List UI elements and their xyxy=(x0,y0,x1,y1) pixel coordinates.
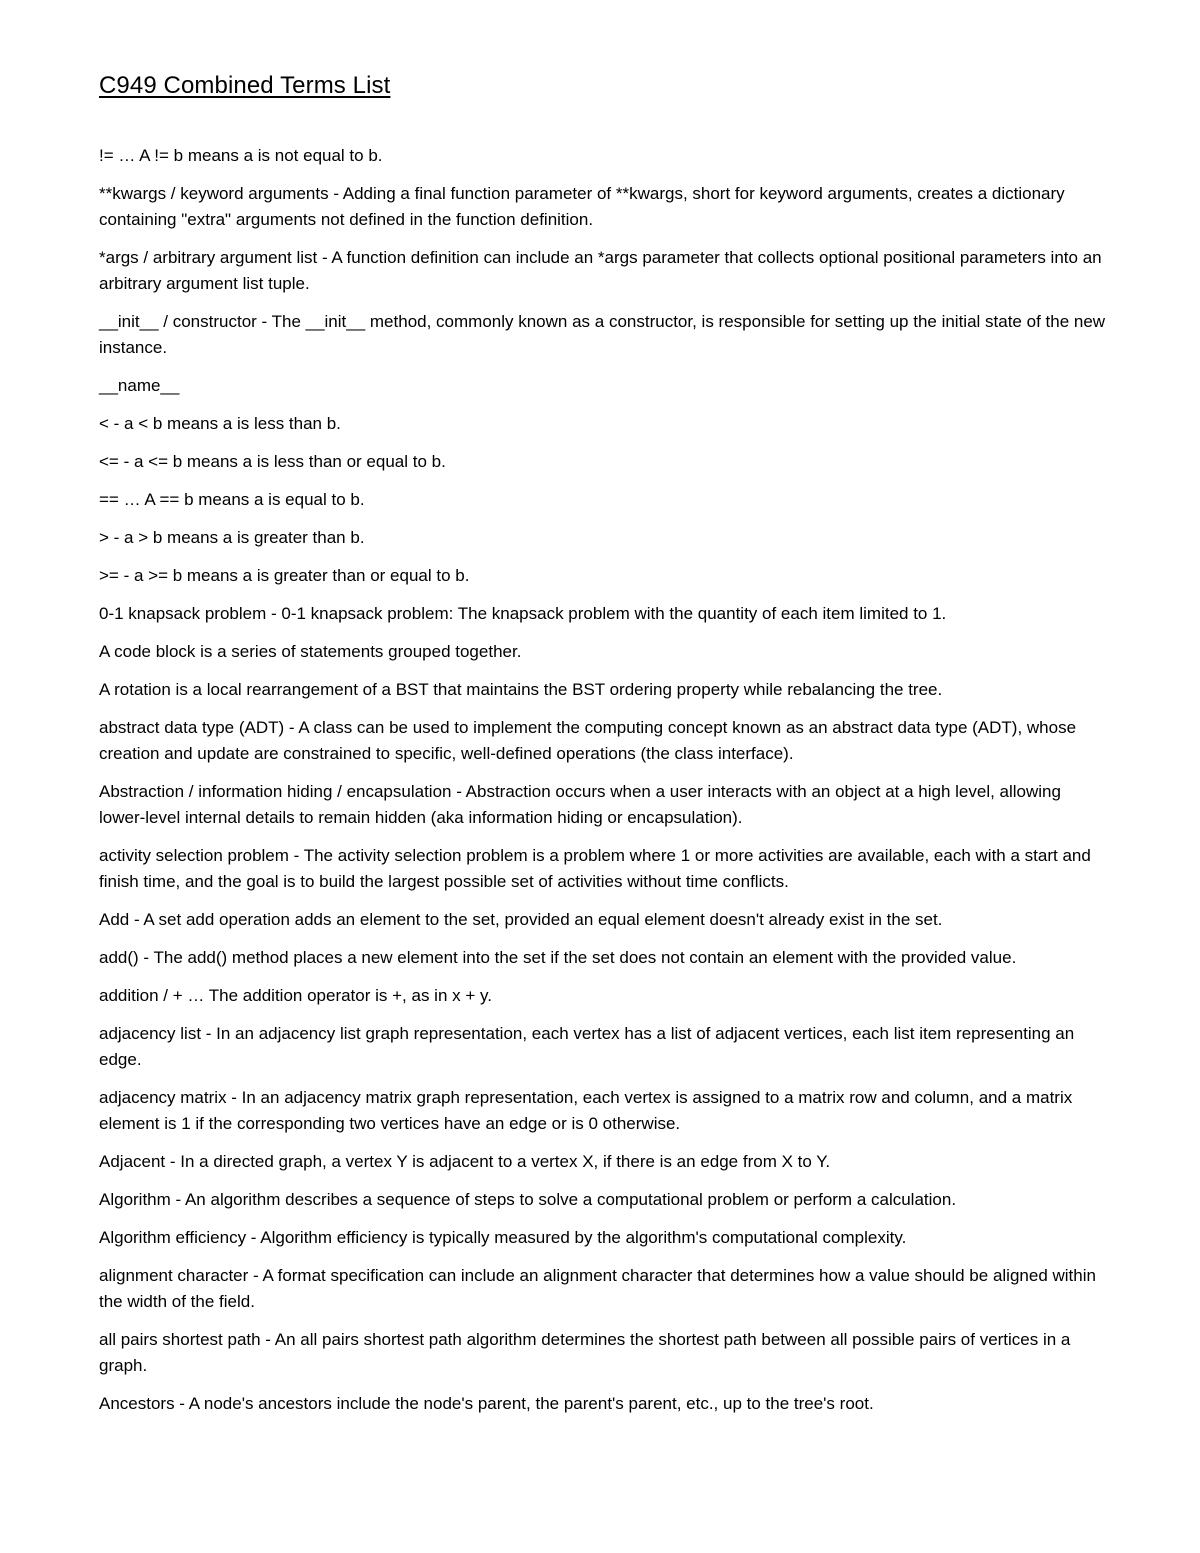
term-entry: < - a < b means a is less than b. xyxy=(99,414,341,433)
term-entry: alignment character - A format specification can include an alignment character that determines how a value should be aligned within the width of the field. xyxy=(99,1266,1096,1311)
term-entry: == … A == b means a is equal to b. xyxy=(99,490,365,509)
term-entry: adjacency list - In an adjacency list graph representation, each vertex has a list of adjacent vertices, each list item representing an edge. xyxy=(99,1024,1075,1069)
term-entry: != … A != b means a is not equal to b. xyxy=(99,146,383,165)
term-entry: > - a > b means a is greater than b. xyxy=(99,528,365,547)
term-entry: addition / + … The addition operator is +, as in x + y. xyxy=(99,986,492,1005)
term-entry: __name__ xyxy=(99,376,180,395)
document-title: C949 Combined Terms List xyxy=(99,72,391,99)
term-entry: <= - a <= b means a is less than or equal to b. xyxy=(99,452,446,471)
term-entry: A code block is a series of statements grouped together. xyxy=(99,642,522,661)
terms-list xyxy=(99,143,1107,1429)
term-entry: Add - A set add operation adds an element to the set, provided an equal element doesn't already exist in the set. xyxy=(99,910,943,929)
term-entry: __init__ / constructor - The __init__ method, commonly known as a constructor, is responsible for setting up the initial state of the new instance. xyxy=(99,312,1106,357)
term-entry: >= - a >= b means a is greater than or equal to b. xyxy=(99,566,470,585)
term-entry: Algorithm - An algorithm describes a sequence of steps to solve a computational problem or perform a calculation. xyxy=(99,1190,957,1209)
term-entry: all pairs shortest path - An all pairs shortest path algorithm determines the shortest path between all possible pairs of vertices in a graph. xyxy=(99,1330,1071,1375)
term-entry: Ancestors - A node's ancestors include the node's parent, the parent's parent, etc., up to the tree's root. xyxy=(99,1394,874,1413)
term-entry: Algorithm efficiency - Algorithm efficiency is typically measured by the algorithm's computational complexity. xyxy=(99,1228,907,1247)
term-entry: add() - The add() method places a new element into the set if the set does not contain an element with the provided value. xyxy=(99,948,1017,967)
term-entry: **kwargs / keyword arguments - Adding a final function parameter of **kwargs, short for keyword arguments, creates a dictionary containing "extra" arguments not defined in the function definition. xyxy=(99,184,1065,229)
term-entry: 0-1 knapsack problem - 0-1 knapsack problem: The knapsack problem with the quantity of each item limited to 1. xyxy=(99,604,947,623)
term-entry: abstract data type (ADT) - A class can be used to implement the computing concept known as an abstract data type (ADT), whose creation and update are constrained to specific, well-defined operations (the class interface). xyxy=(99,718,1077,763)
term-entry: Adjacent - In a directed graph, a vertex Y is adjacent to a vertex X, if there is an edge from X to Y. xyxy=(99,1152,831,1171)
term-entry: *args / arbitrary argument list - A function definition can include an *args parameter that collects optional positional parameters into an arbitrary argument list tuple. xyxy=(99,248,1102,293)
term-entry: activity selection problem - The activity selection problem is a problem where 1 or more activities are available, each with a start and finish time, and the goal is to build the largest possible set of activities without time conflicts. xyxy=(99,846,1091,891)
term-entry: A rotation is a local rearrangement of a BST that maintains the BST ordering property while rebalancing the tree. xyxy=(99,680,943,699)
term-entry: Abstraction / information hiding / encapsulation - Abstraction occurs when a user interacts with an object at a high level, allowing lower-level internal details to remain hidden (aka information hiding or encapsulation). xyxy=(99,782,1061,827)
term-entry: adjacency matrix - In an adjacency matrix graph representation, each vertex is assigned to a matrix row and column, and a matrix element is 1 if the corresponding two vertices have an edge or is 0 otherwise. xyxy=(99,1088,1073,1133)
